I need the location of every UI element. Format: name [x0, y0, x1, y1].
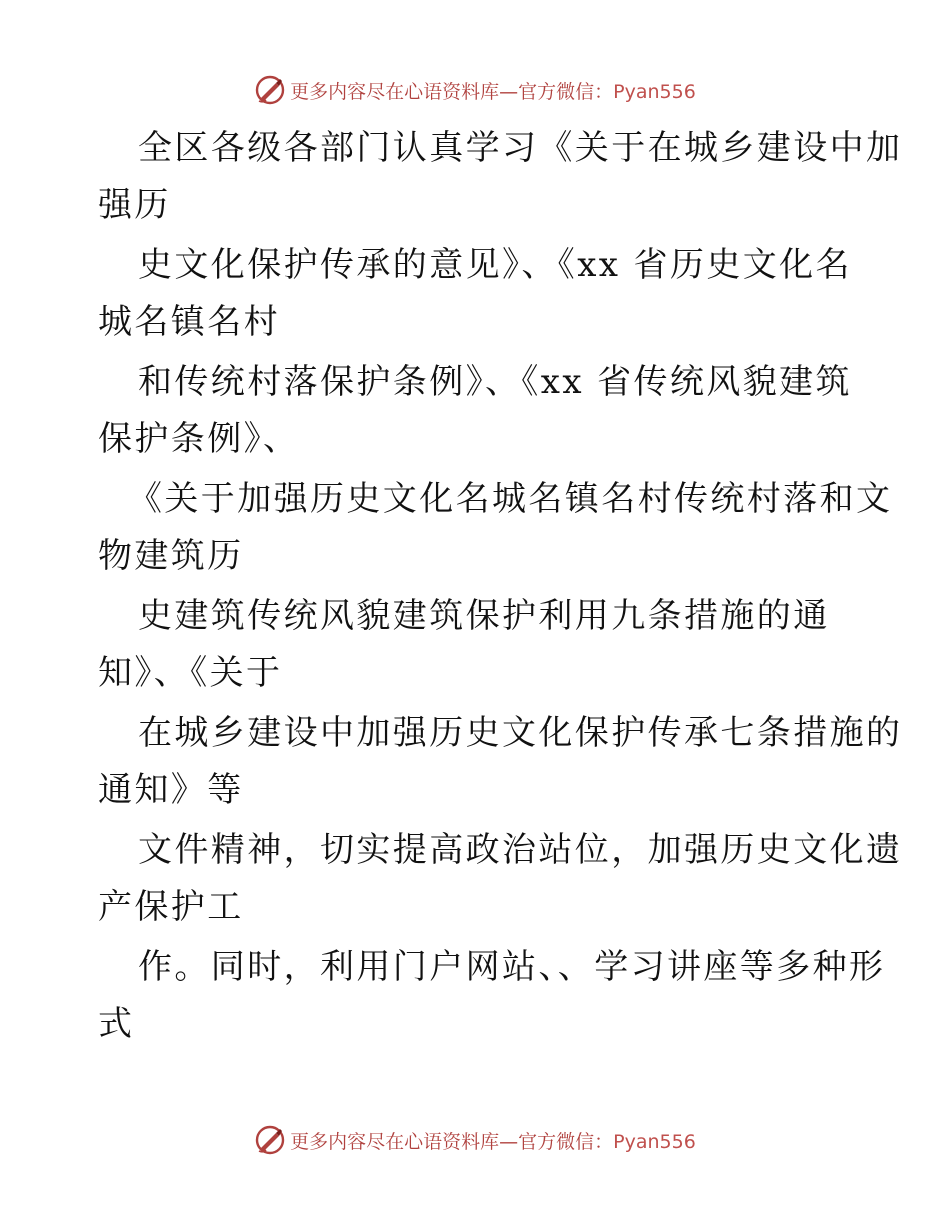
body-line: 和传统村落保护条例》、《xx 省传统风貌建筑 [138, 362, 852, 402]
footer-wechat-id: Pyan556 [613, 1130, 696, 1153]
body-line: 强历 [98, 185, 171, 225]
body-line: 《关于加强历史文化名城名镇名村传统村落和文 [128, 479, 893, 519]
footer-watermark-banner [0, 1120, 950, 1160]
footer-banner-text [290, 1127, 696, 1154]
body-line: 知》、《关于 [98, 653, 283, 693]
body-line: 文件精神，切实提高政治站位，加强历史文化遗 [138, 830, 903, 870]
body-line: 作。同时，利用门户网站、、学习讲座等多种形 [138, 947, 886, 987]
body-line: 城名镇名村 [98, 302, 280, 342]
footer-banner-label: 更多内容尽在心语资料库—官方微信： [290, 1130, 614, 1153]
body-line: 史文化保护传承的意见》、《xx 省历史文化名 [138, 245, 852, 285]
pen-circle-logo-icon [254, 1124, 286, 1156]
body-line: 产保护工 [98, 887, 244, 927]
header-banner-label: 更多内容尽在心语资料库—官方微信： [290, 80, 614, 103]
body-line: 保护条例》、 [98, 419, 300, 459]
header-wechat-id: Pyan556 [613, 80, 696, 103]
body-line: 全区各级各部门认真学习《关于在城乡建设中加 [138, 128, 903, 168]
body-line: 式 [98, 1004, 135, 1044]
body-line: 在城乡建设中加强历史文化保护传承七条措施的 [138, 713, 903, 753]
body-line: 通知》等 [98, 770, 244, 810]
body-line: 史建筑传统风貌建筑保护利用九条措施的通 [138, 596, 830, 636]
body-line: 物建筑历 [98, 536, 244, 576]
